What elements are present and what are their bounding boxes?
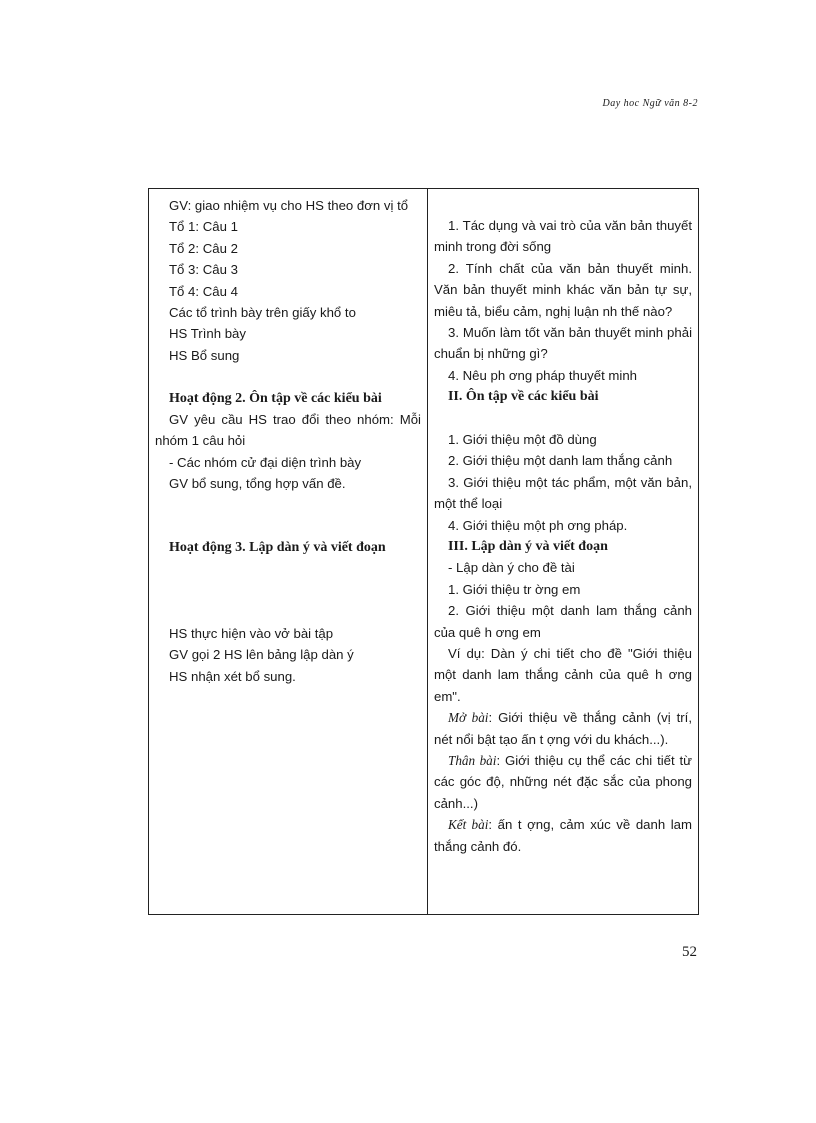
mo-bai: [434, 707, 692, 750]
type-3: 3. Giới thiệu một tác phẩm, một văn bản, một thể loại: [433, 474, 692, 512]
gv-add: GV bổ sung, tổng hợp vấn đề.: [169, 476, 346, 492]
outline-intro: - Lập dàn ý cho đề tài: [447, 560, 575, 576]
ket-bai: [434, 814, 692, 857]
hs-add: HS Bổ sung: [169, 347, 240, 363]
group-item: Tổ 4: Câu 4: [169, 283, 238, 299]
group-item: Tổ 2: Câu 2: [169, 240, 238, 256]
activities-column: [149, 189, 428, 914]
type-2: 2. Giới thiệu một danh lam thắng cảnh: [447, 453, 673, 469]
gv-request: GV yêu cầu HS trao đổi theo nhóm: Mỗi nhóm 1 câu hỏi: [155, 411, 421, 449]
page-number: 52: [682, 944, 697, 960]
group-item: Tổ 3: Câu 3: [169, 262, 238, 278]
group-rep: - Các nhóm cử đại diện trình bày: [169, 454, 362, 470]
hs-do: HS thực hiện vào vở bài tập: [169, 625, 334, 641]
ket-bai-text: : ấn t ợng, cảm xúc về danh lam thắng cảnh đó.: [433, 817, 692, 854]
question-2: 2. Tính chất của văn bản thuyết minh. Văn bản thuyết minh khác văn bản tự sự, miêu tả, biểu cảm, nghị luận nh thế nào?: [433, 260, 692, 319]
lesson-table: [148, 188, 699, 915]
section-3-heading: III. Lập dàn ý và viết đoạn: [447, 539, 608, 555]
type-4: 4. Giới thiệu một ph ơng pháp.: [447, 517, 628, 533]
mo-bai-text: : Giới thiệu về thắng cảnh (vị trí, nét nổi bật tạo ấn t ợng với du khách...).: [433, 710, 693, 747]
mo-bai-label: Mở bài: [447, 710, 489, 726]
left-intro: GV: giao nhiệm vụ cho HS theo đơn vị tổ: [169, 198, 409, 213]
activity-3-heading: Hoạt động 3. Lập dàn ý và viết đoạn: [169, 540, 386, 556]
hs-comment: HS nhận xét bổ sung.: [169, 668, 296, 684]
than-bai-text: : Giới thiệu cụ thể các chi tiết từ các góc độ, những nét đặc sắc của phong cảnh...): [433, 753, 692, 811]
than-bai: [434, 750, 692, 814]
group-item: Tổ 1: Câu 1: [169, 219, 238, 235]
type-1: 1. Giới thiệu một đồ dùng: [447, 432, 597, 448]
gv-call: GV gọi 2 HS lên bảng lập dàn ý: [169, 647, 354, 663]
question-3: 3. Muốn làm tốt văn bản thuyết minh phải chuẩn bị những gì?: [433, 325, 692, 362]
content-column: [428, 189, 698, 914]
ket-bai-label: Kết bài: [447, 817, 489, 833]
than-bai-label: Thân bài: [447, 753, 497, 769]
present-note: Các tổ trình bày trên giấy khổ to: [169, 304, 356, 320]
section-2-heading: II. Ôn tập về các kiểu bài: [447, 389, 599, 405]
question-1: 1. Tác dụng và vai trò của văn bản thuyết minh trong đời sống: [433, 218, 692, 255]
example: Ví dụ: Dàn ý chi tiết cho đề "Giới thiệu một danh lam thắng cảnh của quê h ơng em".: [433, 646, 692, 704]
outline-2: 2. Giới thiệu một danh lam thắng cảnh của quê h ơng em: [433, 603, 692, 640]
outline-1: 1. Giới thiệu tr ờng em: [447, 581, 581, 597]
running-header: Day hoc Ngữ văn 8-2: [602, 98, 698, 109]
hs-present: HS Trình bày: [169, 326, 246, 342]
question-4: 4. Nêu ph ơng pháp thuyết minh: [447, 367, 637, 383]
activity-2-heading: Hoạt động 2. Ôn tập về các kiểu bài: [169, 390, 382, 406]
